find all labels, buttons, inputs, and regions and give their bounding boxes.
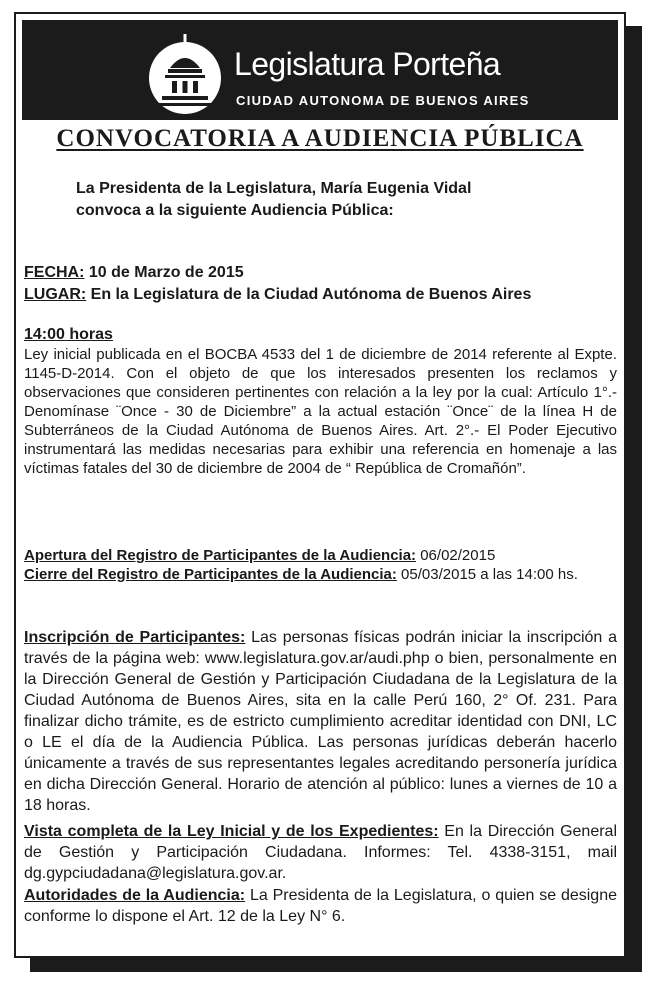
registro-cierre <box>24 565 617 584</box>
page-title-text: CONVOCATORIA A AUDIENCIA PÚBLICA <box>56 125 584 152</box>
brand-name: Legislatura Porteña <box>234 46 501 82</box>
registro-apertura <box>24 546 617 565</box>
hora-label: 14:00 horas <box>24 326 113 343</box>
inscripcion-text: Las personas físicas podrán iniciar la inscripción a través de la página web: www.legislatura.gov.ar/audi.php o bien, personalmente en la Dirección General de Gestión y Participación Ciudadana de la Legislatura de la Ciudad Autónoma de Buenos Aires, sita en la calle Perú 160, 2° Of. 231. Para finalizar dicho trámite, es de estricto cumplimiento acreditar identidad con DNI, LC o LE el día de la Audiencia Pública. Las personas jurídicas deberán hacerlo únicamente a través de sus representantes legales acreditando personería jurídica en dicha Dirección General. Horario de atención al público: lunes a viernes de 10 a 18 horas. <box>24 629 617 814</box>
lugar-row <box>24 285 617 304</box>
intro-line-2: convoca a la siguiente Audiencia Pública: <box>76 202 394 219</box>
cierre-value: 05/03/2015 a las 14:00 hs. <box>396 566 578 583</box>
intro-line-1: La Presidenta de la Legislatura, María Eugenia Vidal <box>76 180 472 197</box>
autoridades-text: La Presidenta de la Legislatura, o quien se designe conforme lo dispone el Art. 12 de la Ley N° 6. <box>24 887 617 925</box>
hora-row <box>24 325 617 344</box>
fecha-value: 10 de Marzo de 2015 <box>84 264 244 281</box>
vista-text: En la Dirección General de Gestión y Participación Ciudadana. Informes: Tel. 4338-3151, mail dg.gypciudadana@legislatura.gov.ar. <box>24 823 617 882</box>
apertura-value: 06/02/2015 <box>416 547 496 564</box>
brand-subtitle: CIUDAD AUTONOMA DE BUENOS AIRES <box>236 93 530 108</box>
autoridades-label: Autoridades de la Audiencia: <box>24 887 246 904</box>
fecha-label: FECHA: <box>24 264 85 281</box>
inscripcion-paragraph <box>24 627 617 816</box>
cierre-label: Cierre del Registro de Participantes de la Audiencia: <box>24 566 397 583</box>
notice-frame <box>14 12 626 958</box>
autoridades-paragraph <box>24 885 617 927</box>
header-banner <box>22 20 618 120</box>
vista-label: Vista completa de la Ley Inicial y de los Expedientes: <box>24 823 439 840</box>
legislature-dome-icon <box>148 34 222 118</box>
vista-paragraph <box>24 821 617 884</box>
lugar-label: LUGAR: <box>24 286 87 303</box>
ley-paragraph: Ley inicial publicada en el BOCBA 4533 del 1 de diciembre de 2014 referente al Expte. 1145-D-2014. Con el objeto de que los interesados presenten los reclamos y observaciones que consideren pertinentes con relación a la ley por la cual: Artículo 1°.- Denomínase ¨Once - 30 de Diciembre” a la actual estación ¨Once¨ de la línea H de Subterráneos de la Ciudad Autónoma de Buenos Aires. Art. 2°.- El Poder Ejecutivo instrumentará las medidas necesarias para exhibir una referencia en homenaje a las víctimas fatales del 30 de diciembre de 2004 de “ República de Cromañón”. <box>24 346 617 477</box>
fecha-row <box>24 263 617 282</box>
intro-text <box>76 178 471 222</box>
apertura-label: Apertura del Registro de Participantes de la Audiencia: <box>24 547 417 564</box>
lugar-value: En la Legislatura de la Ciudad Autónoma de Buenos Aires <box>86 286 532 303</box>
page-title <box>16 125 624 153</box>
inscripcion-label: Inscripción de Participantes: <box>24 629 246 646</box>
